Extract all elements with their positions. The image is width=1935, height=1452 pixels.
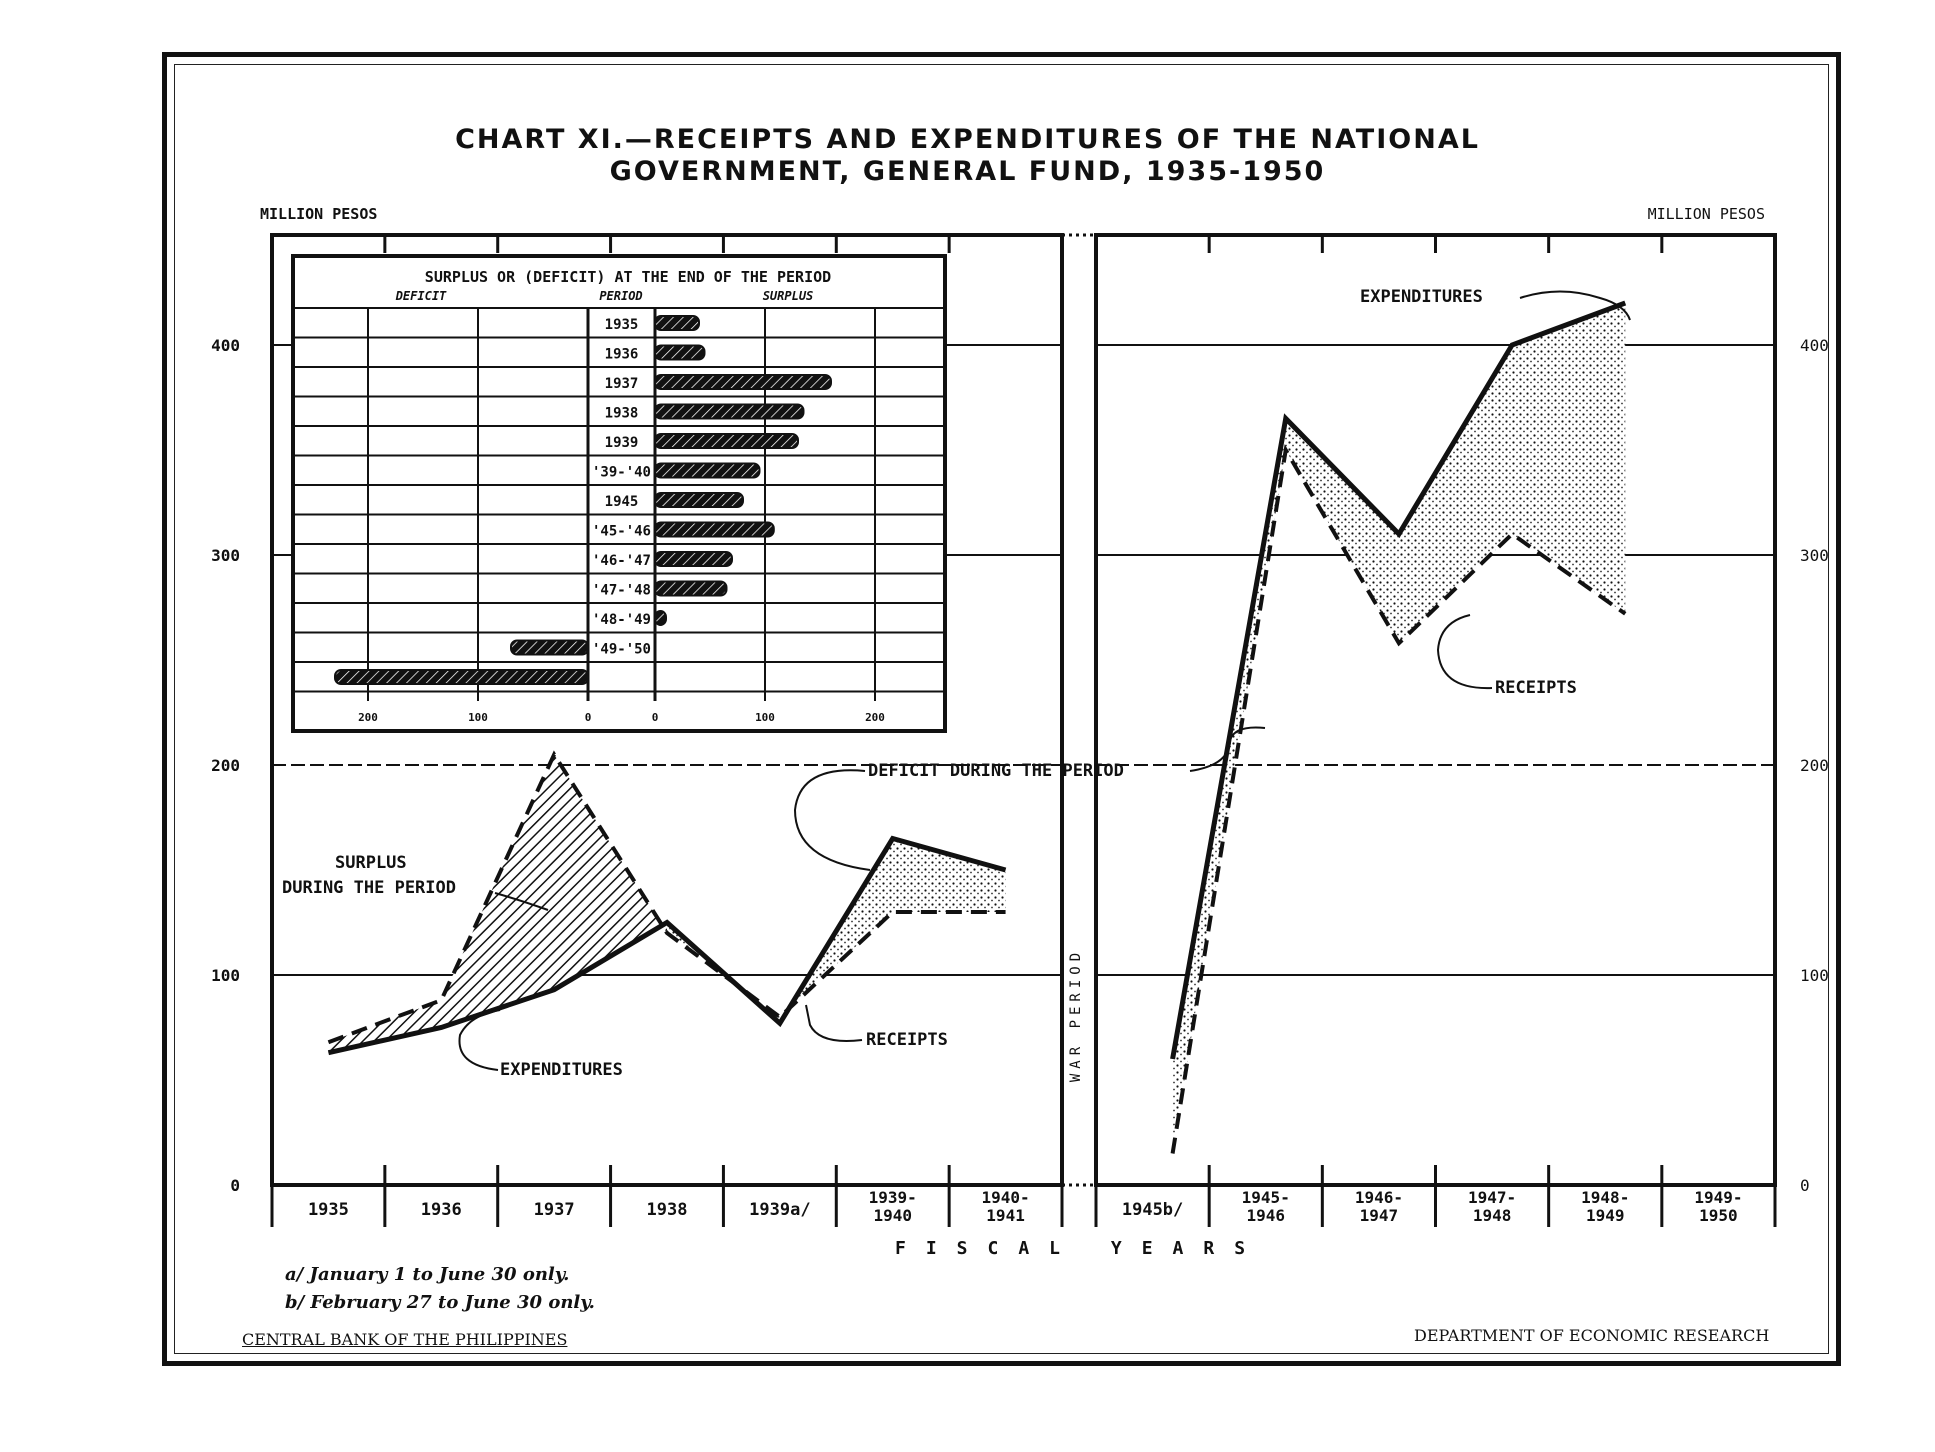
right-x-tick-label: 1949- (1694, 1188, 1743, 1207)
left-x-tick-label: 1936 (420, 1200, 462, 1220)
inset-x-tick-label: 100 (755, 711, 775, 724)
chart-title-line2: GOVERNMENT, GENERAL FUND, 1935-1950 (609, 156, 1326, 187)
inset-surplus-bar (655, 493, 743, 507)
right-x-tick-label: 1949 (1585, 1206, 1625, 1225)
inset-surplus-bar (655, 434, 798, 448)
x-axis-label: FISCAL YEARS (895, 1238, 1266, 1259)
inset-surplus-bar (655, 582, 727, 596)
right-x-tick-label: 1948 (1472, 1206, 1512, 1225)
right-expenditures-label: EXPENDITURES (1360, 287, 1483, 307)
war-period-label: WAR PERIOD (1068, 947, 1084, 1083)
left-receipts-label: RECEIPTS (866, 1030, 948, 1050)
left-x-tick-label: 1940- (981, 1188, 1030, 1207)
inset-period-cell: '47-'48 (591, 582, 652, 599)
inset-period-cell: '39-'40 (591, 464, 652, 481)
inset-x-tick-label: 0 (584, 711, 592, 724)
left-x-tick-label: 1939- (868, 1188, 917, 1207)
left-y-axis-title: MILLION PESOS (260, 205, 378, 223)
inset-period-cell: 1935 (604, 317, 639, 333)
source-right: DEPARTMENT OF ECONOMIC RESEARCH (1414, 1326, 1770, 1345)
right-receipts-label: RECEIPTS (1495, 678, 1577, 698)
footnote-a: a/ January 1 to June 30 only. (285, 1264, 570, 1285)
inset-surplus-bar (655, 405, 804, 419)
left-x-tick-label: 1937 (533, 1200, 575, 1220)
inset-surplus-bar (655, 346, 705, 360)
deficit-pointer-left (795, 770, 870, 870)
deficit-label: DEFICIT DURING THE PERIOD (868, 761, 1124, 781)
inset-deficit-label: DEFICIT (395, 289, 447, 303)
inset-title: SURPLUS OR (DEFICIT) AT THE END OF THE PERIOD (424, 268, 832, 286)
right-y-tick-label: 0 (1800, 1176, 1810, 1195)
inset-period-cell: 1938 (604, 405, 639, 422)
inset-surplus-bar (655, 611, 666, 625)
inset-deficit-bar (511, 641, 588, 655)
inset-surplus-bar (655, 464, 760, 478)
footnote-b: b/ February 27 to June 30 only. (285, 1292, 595, 1313)
right-x-tick-label: 1947 (1359, 1206, 1399, 1225)
inset-surplus-label: SURPLUS (762, 289, 814, 303)
source-left: CENTRAL BANK OF THE PHILIPPINES (242, 1330, 568, 1349)
inset-bar-chart (293, 256, 945, 731)
left-y-tick-label: 100 (211, 966, 240, 985)
left-y-tick-label: 0 (230, 1176, 240, 1195)
inset-period-cell: '45-'46 (591, 523, 652, 540)
left-x-tick-label: 1935 (307, 1200, 349, 1220)
inset-period-cell: '48-'49 (591, 612, 652, 628)
inset-period-cell: '49-'50 (591, 641, 652, 658)
right-y-tick-label: 400 (1800, 336, 1829, 355)
inset-surplus-bar (655, 316, 699, 330)
inset-period-cell: 1945 (604, 494, 639, 510)
left-x-tick-label: 1939a/ (749, 1200, 811, 1220)
inset-x-tick-label: 200 (358, 711, 378, 724)
surplus-label-line1: SURPLUS (335, 853, 407, 873)
inset-deficit-bar (335, 670, 588, 684)
right-panel-frame (1096, 235, 1775, 1185)
inset-period-cell: 1936 (604, 346, 639, 363)
right-x-tick-label: 1947- (1467, 1188, 1517, 1207)
right-x-tick-label: 1946 (1246, 1206, 1286, 1225)
right-y-axis-title: MILLION PESOS (1647, 205, 1765, 223)
right-receipts-pointer (1438, 615, 1492, 688)
right-x-tick-label: 1948- (1581, 1188, 1630, 1207)
inset-surplus-bar (655, 375, 831, 389)
right-x-tick-label: 1945b/ (1121, 1200, 1184, 1220)
right-x-tick-label: 1946- (1354, 1188, 1404, 1207)
left-y-tick-label: 300 (211, 546, 240, 565)
inset-period-cell: 1937 (604, 376, 639, 392)
left-receipts-pointer (806, 1005, 862, 1041)
left-expenditures-label: EXPENDITURES (500, 1060, 623, 1080)
left-y-tick-label: 400 (211, 336, 240, 355)
inset-surplus-bar (655, 552, 732, 566)
right-x-tick-label: 1950 (1699, 1206, 1738, 1225)
left-x-tick-label: 1941 (986, 1206, 1025, 1225)
inset-x-tick-label: 0 (651, 711, 659, 724)
right-x-tick-label: 1945- (1241, 1188, 1290, 1207)
left-y-tick-label: 200 (211, 756, 240, 775)
inset-surplus-bar (655, 523, 774, 537)
inset-x-tick-label: 200 (865, 711, 885, 724)
inset-period-cell: '46-'47 (591, 553, 652, 569)
inset-x-tick-label: 100 (468, 711, 488, 724)
left-x-tick-label: 1940 (873, 1206, 912, 1225)
right-y-tick-label: 100 (1800, 966, 1829, 985)
inset-period-label: PERIOD (599, 289, 643, 303)
surplus-label-line2: DURING THE PERIOD (282, 878, 456, 898)
right-y-tick-label: 200 (1800, 756, 1829, 775)
chart-title-line1: CHART XI.—RECEIPTS AND EXPENDITURES OF THE NATIONAL (455, 124, 1480, 155)
right-y-tick-label: 300 (1800, 546, 1829, 565)
inset-period-cell: 1939 (604, 435, 639, 451)
left-x-tick-label: 1938 (646, 1200, 688, 1220)
